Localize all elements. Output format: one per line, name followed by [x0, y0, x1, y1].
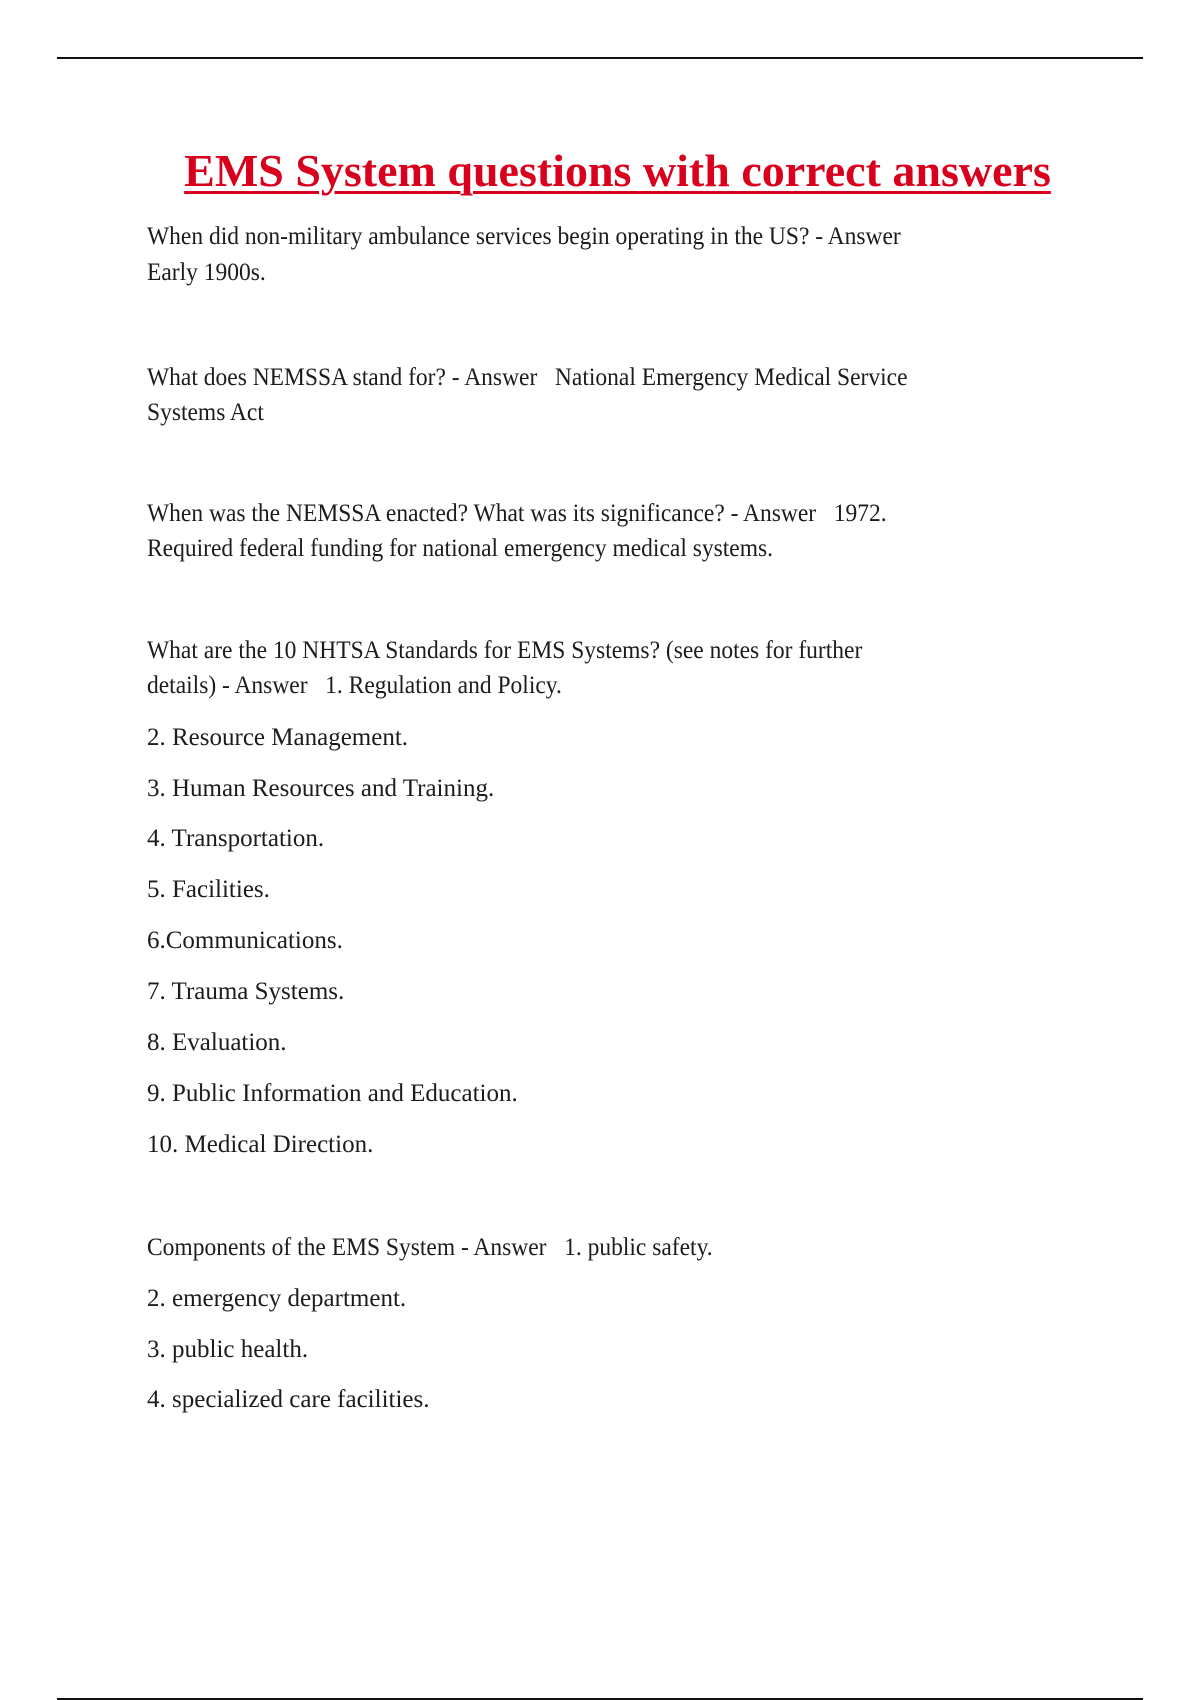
question-text: What are the 10 NHTSA Standards for EMS Systems? (see notes for further [147, 637, 863, 664]
page-title: EMS System questions with correct answers [184, 145, 1051, 196]
list-item: 4. Transportation. [147, 825, 325, 852]
list-item: 3. public health. [147, 1336, 309, 1363]
list-item: 8. Evaluation. [147, 1029, 287, 1056]
header-rule [57, 57, 1143, 59]
list-item: 6.Communications. [147, 927, 343, 954]
question-text: When was the NEMSSA enacted? What was its significance? - Answer 1972. [147, 500, 887, 527]
question-text: What does NEMSSA stand for? - Answer National Emergency Medical Service [147, 364, 908, 391]
question-text: Components of the EMS System - Answer 1. public safety. [147, 1234, 713, 1261]
answer-text: Early 1900s. [147, 259, 266, 286]
list-item: 7. Trauma Systems. [147, 978, 345, 1005]
answer-text: Required federal funding for national emergency medical systems. [147, 535, 774, 562]
list-item: 3. Human Resources and Training. [147, 775, 495, 802]
list-item: 9. Public Information and Education. [147, 1080, 518, 1107]
list-item: 2. emergency department. [147, 1285, 407, 1312]
list-item: 10. Medical Direction. [147, 1131, 374, 1158]
list-item: 5. Facilities. [147, 876, 270, 903]
list-item: 2. Resource Management. [147, 724, 409, 751]
list-item: 4. specialized care facilities. [147, 1386, 430, 1413]
question-text: When did non-military ambulance services begin operating in the US? - Answer [147, 223, 901, 250]
answer-text: details) - Answer 1. Regulation and Policy. [147, 672, 562, 699]
answer-text: Systems Act [147, 399, 264, 426]
